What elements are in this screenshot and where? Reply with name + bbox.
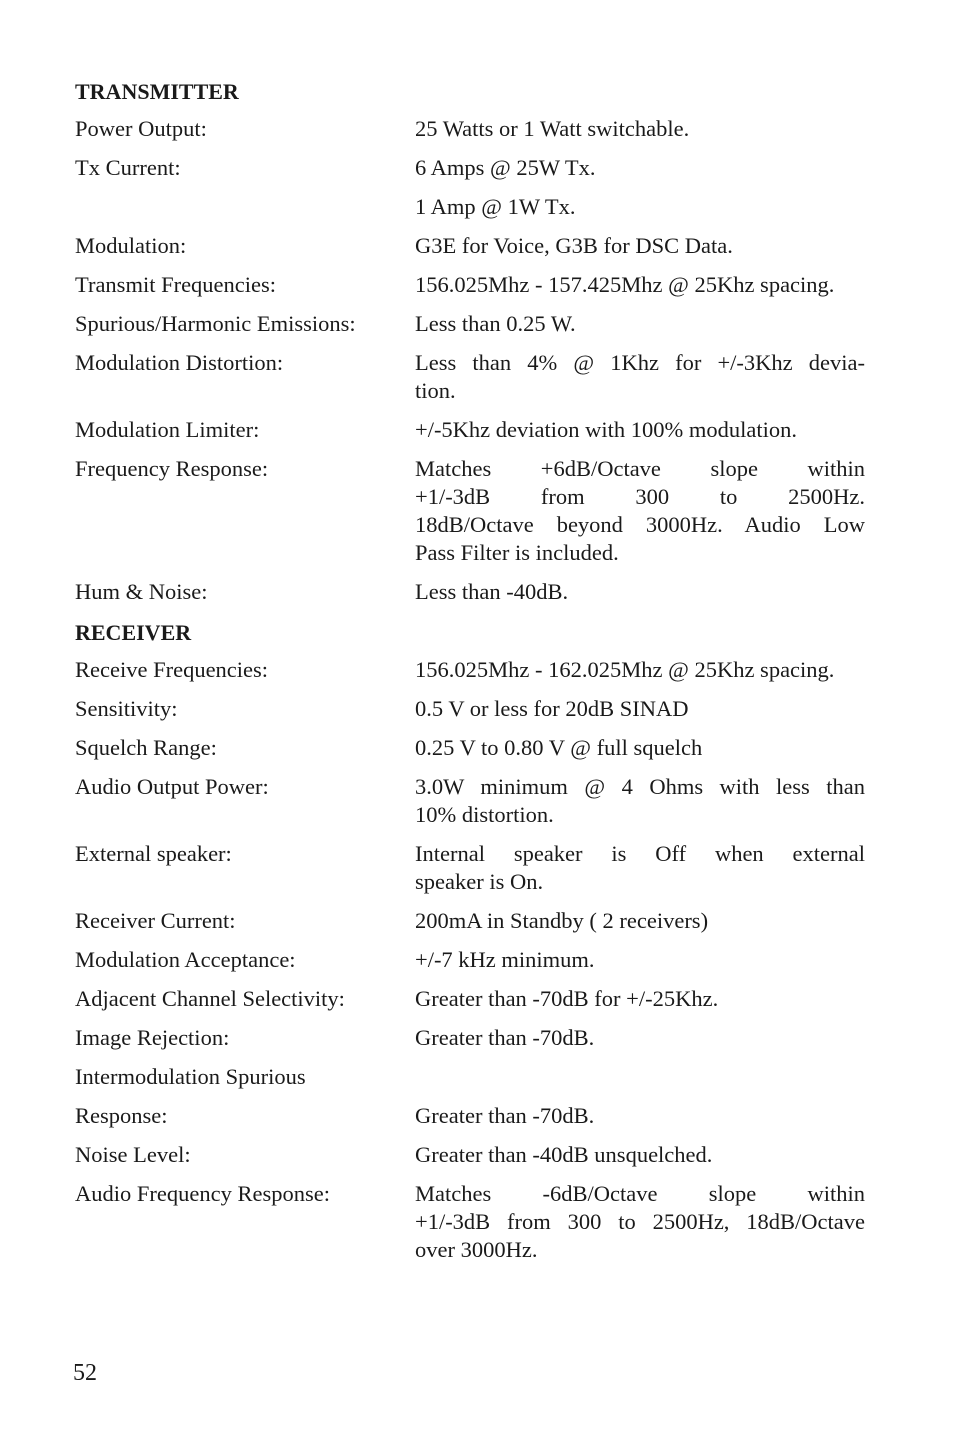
spec-row (75, 578, 865, 606)
spec-value (415, 907, 865, 935)
spec-label: Audio Frequency Response: (75, 1181, 330, 1206)
spec-label: External speaker: (75, 841, 232, 866)
spec-value (415, 985, 865, 1013)
spec-value-line: Less than 4% @ 1Khz for +/-3Khz devia- (415, 350, 865, 375)
spec-value (415, 840, 865, 896)
spec-value-line: 10% distortion. (415, 802, 554, 827)
spec-value-line: 6 Amps @ 25W Tx. (415, 155, 596, 180)
transmitter-spec-list (75, 115, 865, 606)
spec-value-line: speaker is On. (415, 869, 544, 894)
receiver-heading: RECEIVER (75, 620, 192, 645)
spec-value-line: over 3000Hz. (415, 1237, 538, 1262)
spec-row (75, 193, 865, 221)
spec-value (415, 1024, 865, 1052)
spec-value-line: Greater than -70dB for +/-25Khz. (415, 986, 719, 1011)
spec-row (75, 232, 865, 260)
spec-label: Modulation Limiter: (75, 417, 260, 442)
spec-value-line (415, 1063, 865, 1091)
spec-value (415, 154, 865, 182)
spec-value-line: 3.0W minimum @ 4 Ohms with less than (415, 774, 865, 799)
spec-value (415, 946, 865, 974)
spec-value-line: 156.025Mhz - 157.425Mhz @ 25Khz spacing. (415, 272, 835, 297)
spec-label: Frequency Response: (75, 456, 269, 481)
spec-value-line: 18dB/Octave beyond 3000Hz. Audio Low (415, 512, 865, 537)
spec-value (415, 773, 865, 829)
spec-row (75, 907, 865, 935)
spec-row (75, 349, 865, 405)
spec-label (75, 193, 415, 221)
spec-value (415, 349, 865, 405)
spec-row (75, 154, 865, 182)
spec-value-line: Internal speaker is Off when external (415, 841, 865, 866)
spec-value (415, 416, 865, 444)
spec-value-line: tion. (415, 378, 456, 403)
spec-row (75, 695, 865, 723)
spec-value (415, 656, 865, 684)
spec-value (415, 1141, 865, 1169)
spec-label: Adjacent Channel Selectivity: (75, 986, 345, 1011)
spec-value-line: +/-7 kHz minimum. (415, 947, 595, 972)
spec-value-line: 1 Amp @ 1W Tx. (415, 194, 576, 219)
spec-value (415, 193, 865, 221)
spec-label: Modulation Distortion: (75, 350, 284, 375)
spec-row (75, 310, 865, 338)
spec-row (75, 840, 865, 896)
spec-value-line: 156.025Mhz - 162.025Mhz @ 25Khz spacing. (415, 657, 835, 682)
spec-label: Noise Level: (75, 1142, 191, 1167)
spec-row (75, 1180, 865, 1264)
spec-value-line: +1/-3dB from 300 to 2500Hz, 18dB/Octave (415, 1209, 865, 1234)
spec-row (75, 1141, 865, 1169)
spec-label: Power Output: (75, 116, 207, 141)
spec-value (415, 271, 865, 299)
page-number: 52 (73, 1360, 97, 1386)
spec-label: Response: (75, 1103, 168, 1128)
spec-value-line: Greater than -40dB unsquelched. (415, 1142, 713, 1167)
spec-value-line: Greater than -70dB. (415, 1025, 595, 1050)
spec-label: Tx Current: (75, 155, 181, 180)
spec-label: Sensitivity: (75, 696, 178, 721)
receiver-spec-list (75, 656, 865, 1264)
spec-value (415, 310, 865, 338)
spec-row (75, 1024, 865, 1052)
spec-value-line: Matches -6dB/Octave slope within (415, 1181, 865, 1206)
spec-label: Receive Frequencies: (75, 657, 269, 682)
spec-value-line: 0.5 V or less for 20dB SINAD (415, 696, 689, 721)
spec-value (415, 695, 865, 723)
spec-row (75, 271, 865, 299)
spec-page (75, 76, 865, 1275)
spec-label: Hum & Noise: (75, 579, 208, 604)
spec-label: Transmit Frequencies: (75, 272, 277, 297)
spec-label: Intermodulation Spurious (75, 1064, 306, 1089)
spec-row (75, 455, 865, 567)
spec-value (415, 1102, 865, 1130)
spec-row (75, 734, 865, 762)
spec-value-line: Less than 0.25 W. (415, 311, 576, 336)
spec-label: Audio Output Power: (75, 774, 269, 799)
spec-label: Modulation Acceptance: (75, 947, 296, 972)
spec-row (75, 115, 865, 143)
spec-row (75, 1063, 865, 1091)
spec-row (75, 416, 865, 444)
spec-value-line: Matches +6dB/Octave slope within (415, 456, 865, 481)
spec-value-line: Greater than -70dB. (415, 1103, 595, 1128)
spec-label: Image Rejection: (75, 1025, 230, 1050)
spec-value (415, 1063, 865, 1091)
spec-value (415, 734, 865, 762)
spec-value-line: G3E for Voice, G3B for DSC Data. (415, 233, 733, 258)
spec-value-line: Less than -40dB. (415, 579, 569, 604)
spec-value-line: 0.25 V to 0.80 V @ full squelch (415, 735, 703, 760)
transmitter-heading: TRANSMITTER (75, 79, 239, 104)
spec-value (415, 1180, 865, 1264)
spec-row (75, 656, 865, 684)
spec-value (415, 455, 865, 567)
spec-label: Squelch Range: (75, 735, 217, 760)
spec-value-line: +/-5Khz deviation with 100% modulation. (415, 417, 798, 442)
spec-row (75, 985, 865, 1013)
spec-row (75, 946, 865, 974)
spec-value (415, 232, 865, 260)
spec-value-line: +1/-3dB from 300 to 2500Hz. (415, 484, 865, 509)
spec-row (75, 773, 865, 829)
spec-value (415, 578, 865, 606)
spec-row (75, 1102, 865, 1130)
spec-label: Spurious/Harmonic Emissions: (75, 311, 356, 336)
spec-label: Modulation: (75, 233, 187, 258)
spec-value (415, 115, 865, 143)
spec-value-line: Pass Filter is included. (415, 540, 619, 565)
spec-value-line: 25 Watts or 1 Watt switchable. (415, 116, 690, 141)
spec-label: Receiver Current: (75, 908, 236, 933)
spec-value-line: 200mA in Standby ( 2 receivers) (415, 908, 709, 933)
